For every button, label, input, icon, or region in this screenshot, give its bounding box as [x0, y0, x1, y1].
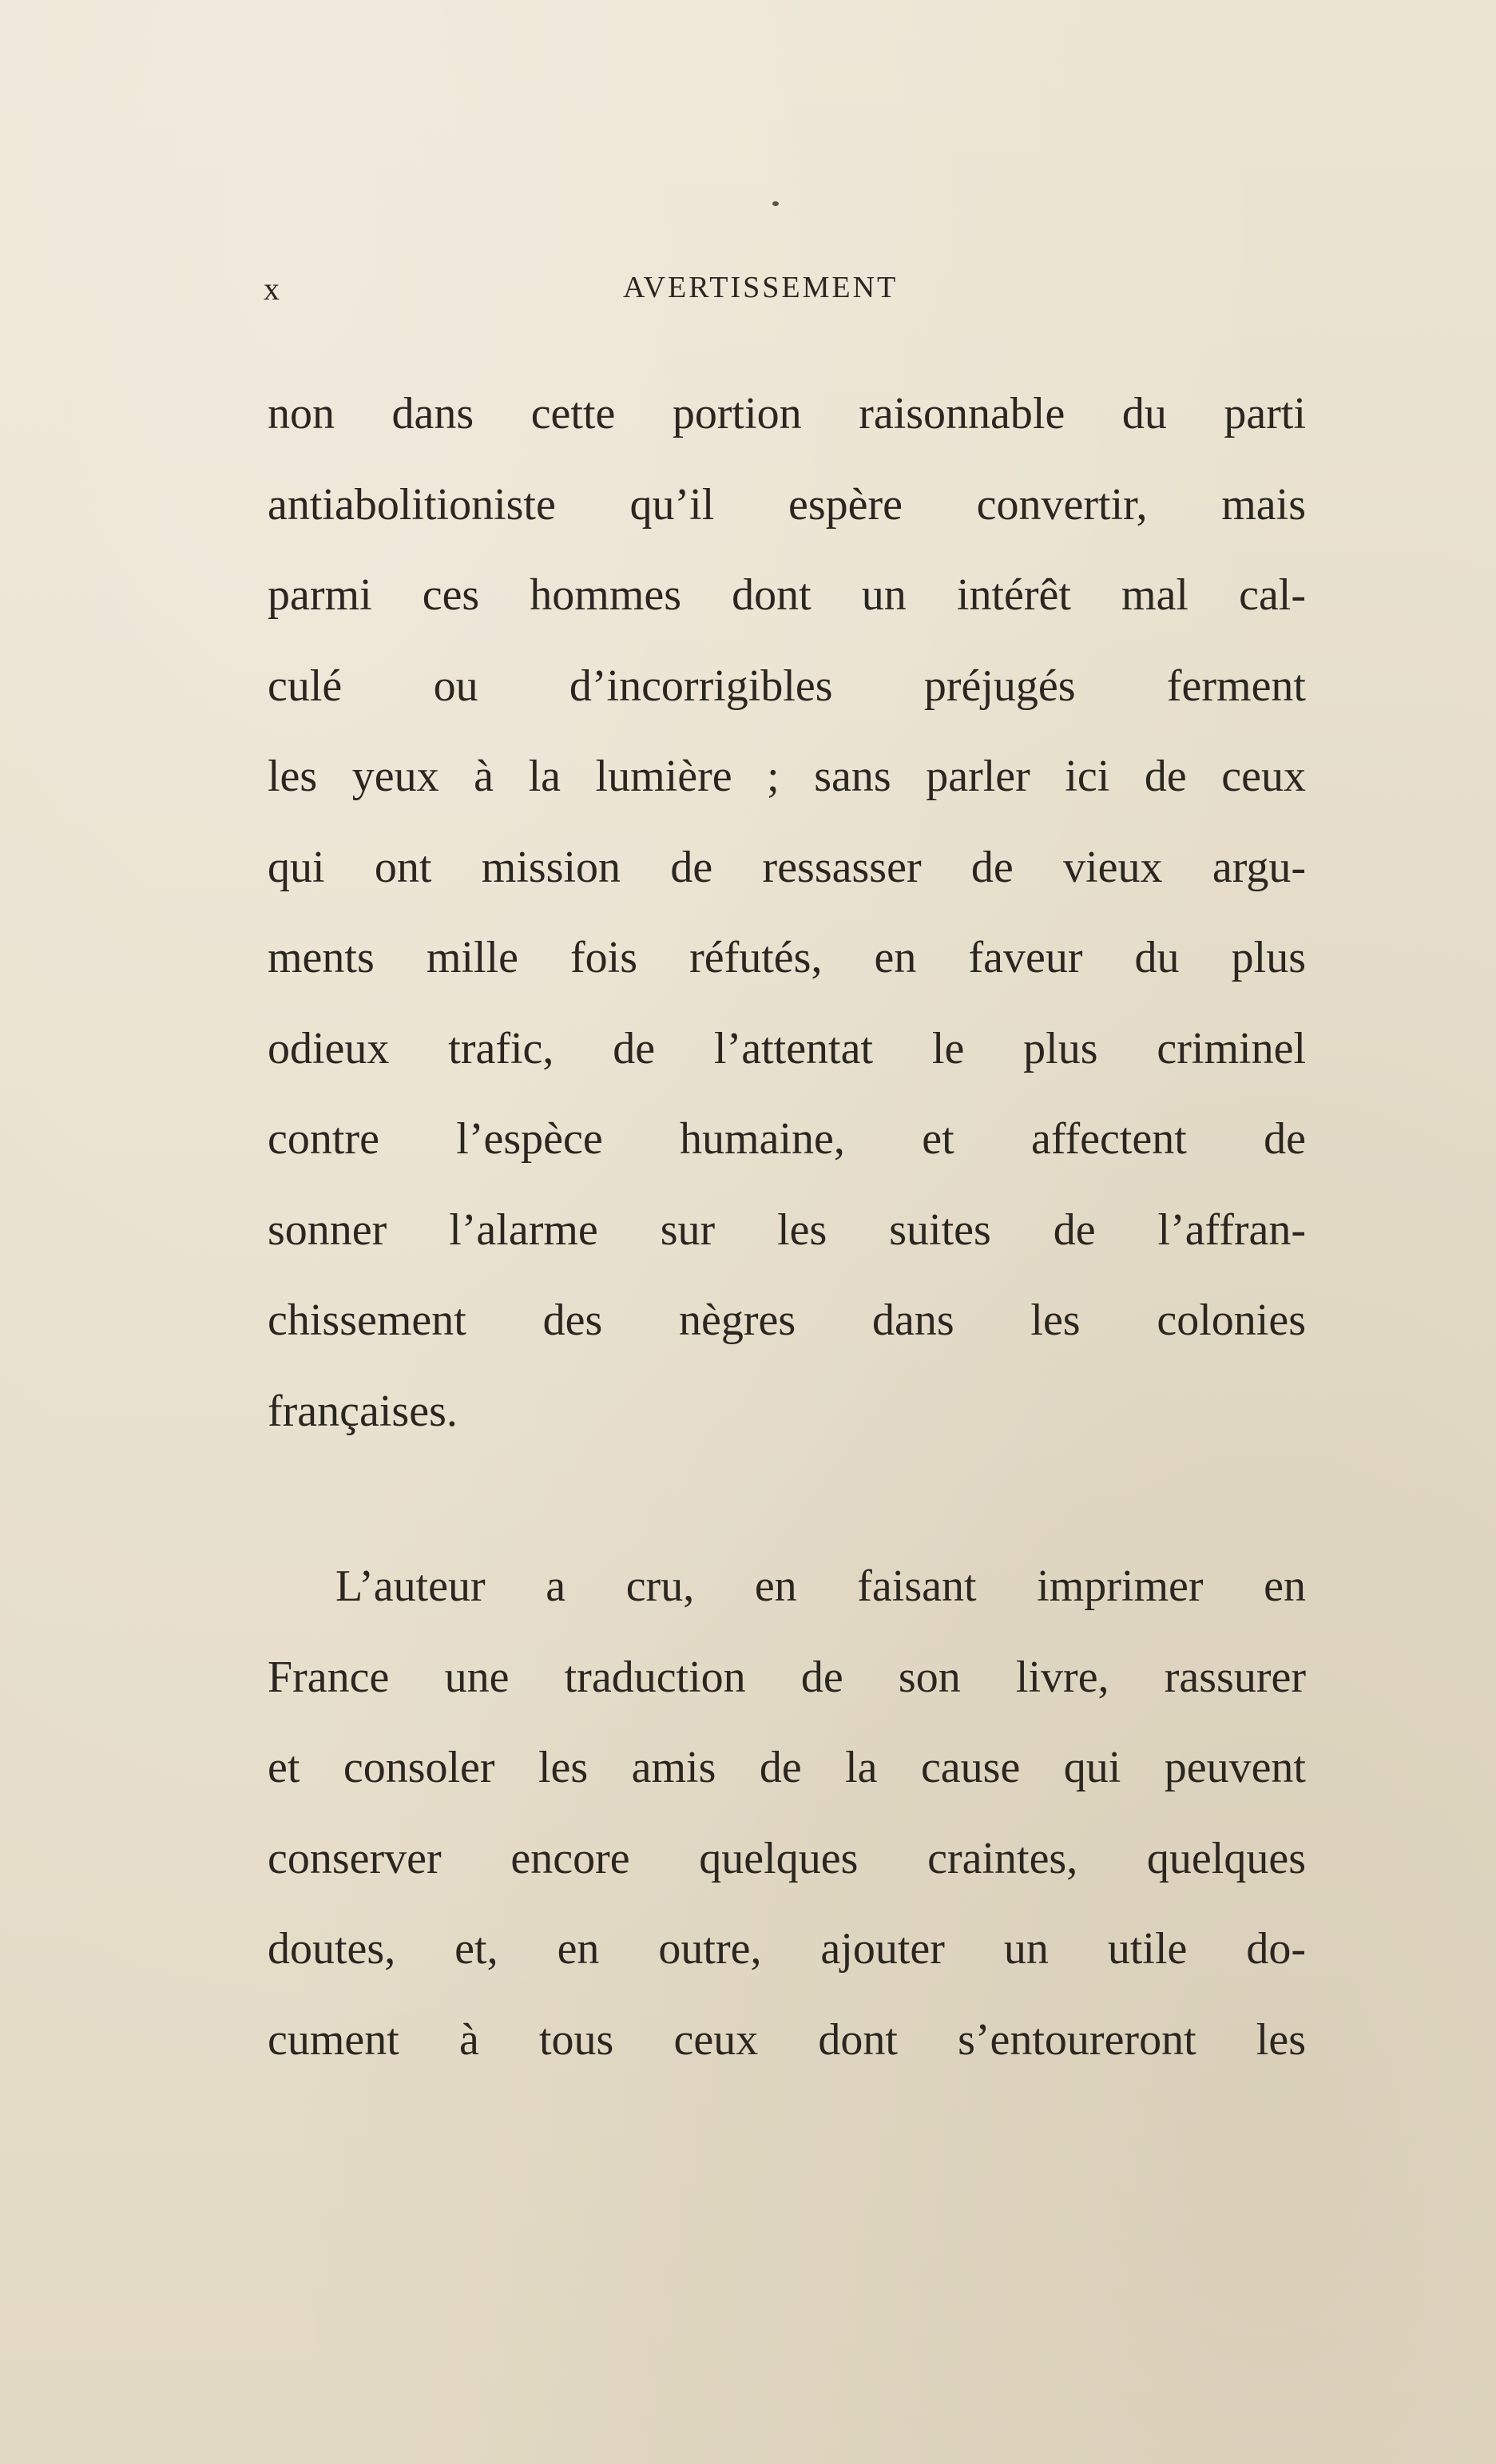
paragraph-2: [268, 1541, 1306, 2085]
printer-mark: [772, 201, 779, 206]
text-line: contre l’espèce humaine, et affectent de: [268, 1114, 1306, 1164]
text-line: sonner l’alarme sur les suites de l’affran-: [268, 1204, 1306, 1255]
text-line: France une traduction de son livre, rassurer: [268, 1652, 1306, 1702]
text-line: antiabolitioniste qu’il espère convertir, mais: [268, 479, 1306, 530]
text-line: conserver encore quelques craintes, quelques: [268, 1833, 1306, 1883]
text-line: culé ou d’incorrigibles préjugés ferment: [268, 661, 1306, 711]
text-line: odieux trafic, de l’attentat le plus criminel: [268, 1023, 1306, 1073]
text-line: qui ont mission de ressasser de vieux argu-: [268, 842, 1306, 892]
text-line: cument à tous ceux dont s’entoureront les: [268, 2014, 1306, 2065]
text-line: parmi ces hommes dont un intérêt mal cal-: [268, 570, 1306, 620]
text-line: doutes, et, en outre, ajouter un utile do-: [268, 1924, 1306, 1974]
text-line: et consoler les amis de la cause qui peuvent: [268, 1743, 1306, 1792]
text-line: ments mille fois réfutés, en faveur du plus: [268, 933, 1306, 982]
paragraph-1: [268, 369, 1306, 1457]
text-line: les yeux à la lumière ; sans parler ici de ceux: [268, 752, 1306, 801]
text-line: chissement des nègres dans les colonies: [268, 1295, 1306, 1345]
page-number: x: [264, 271, 281, 307]
running-head: AVERTISSEMENT: [623, 271, 899, 304]
text-line: non dans cette portion raisonnable du parti: [268, 389, 1306, 438]
text-line: françaises.: [268, 1386, 458, 1436]
text-line: L’auteur a cru, en faisant imprimer en: [335, 1561, 1306, 1611]
